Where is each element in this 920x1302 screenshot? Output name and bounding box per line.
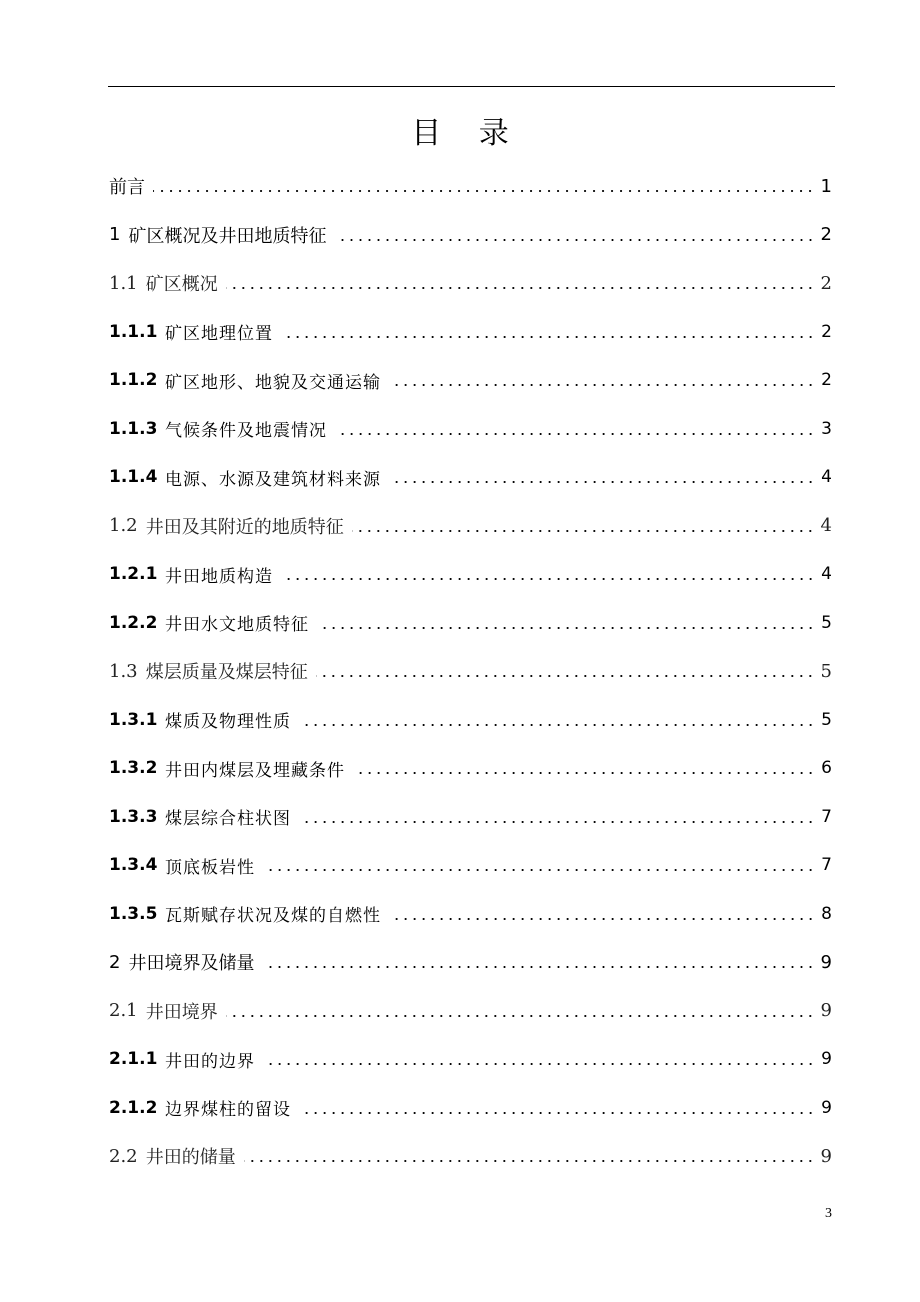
toc-entry[interactable] — [109, 744, 832, 793]
toc-entry-title: 井田内煤层及埋藏条件 — [165, 760, 346, 781]
toc-dot-leader — [281, 578, 815, 580]
toc-entry[interactable] — [109, 987, 832, 1036]
toc-dot-leader — [316, 675, 815, 677]
toc-dot-leader — [299, 724, 815, 726]
toc-dot-leader — [353, 772, 815, 774]
toc-entry[interactable] — [109, 211, 832, 260]
toc-dot-leader — [389, 918, 815, 920]
toc-entry-page: 6 — [821, 758, 832, 779]
toc-entry-number: 1.2.2 — [109, 612, 158, 633]
toc-dot-leader — [299, 821, 815, 823]
toc-entry-title: 井田地质构造 — [165, 566, 274, 587]
toc-entry-title: 煤层质量及煤层特征 — [145, 662, 308, 684]
page-title: 目 录 — [411, 116, 523, 151]
toc-dot-leader — [226, 287, 815, 289]
toc-entry-page: 4 — [821, 467, 832, 488]
toc-entry[interactable] — [109, 841, 832, 890]
toc-entry[interactable] — [109, 599, 832, 648]
toc-dot-leader — [263, 966, 815, 968]
toc-entry-page: 2 — [821, 321, 832, 342]
toc-entry-number: 1.3.5 — [109, 903, 158, 924]
toc-dot-leader — [226, 1015, 815, 1017]
toc-dot-leader — [299, 1112, 815, 1114]
toc-entry-title: 矿区地理位置 — [165, 324, 274, 345]
toc-entry-number: 1.3.4 — [109, 855, 158, 876]
page-number: 3 — [825, 1206, 832, 1221]
toc-entry-number: 1 — [109, 224, 121, 246]
toc-dot-leader — [263, 869, 815, 871]
toc-dot-leader — [335, 239, 815, 241]
toc-entry-page: 7 — [821, 806, 832, 827]
toc-entry-title: 矿区概况及井田地质特征 — [128, 225, 327, 247]
toc-entry-page: 4 — [821, 564, 832, 585]
toc-entry[interactable] — [109, 1084, 832, 1133]
toc-dot-leader — [263, 1063, 815, 1065]
toc-entry-page: 9 — [821, 1097, 832, 1118]
toc-entry[interactable] — [109, 890, 832, 939]
toc-entry-page: 1 — [820, 175, 832, 197]
toc-dot-leader — [335, 433, 815, 435]
toc-entry-title: 井田的储量 — [145, 1147, 236, 1169]
toc-entry-title: 井田境界及储量 — [128, 953, 255, 975]
toc-dot-leader — [317, 627, 815, 629]
toc-entry-number: 2.2 — [109, 1145, 138, 1167]
toc-entry[interactable] — [109, 502, 832, 551]
toc-entry[interactable] — [109, 1132, 832, 1181]
toc-entry-page: 2 — [821, 370, 832, 391]
toc-entry-page: 5 — [821, 709, 832, 730]
toc-entry[interactable] — [109, 647, 832, 696]
toc-entry-number: 1.2.1 — [109, 564, 158, 585]
toc-entry[interactable] — [109, 793, 832, 842]
toc-entry-page: 9 — [820, 1145, 832, 1167]
toc-entry[interactable] — [109, 356, 832, 405]
toc-entry-title: 电源、水源及建筑材料来源 — [165, 469, 382, 490]
toc-entry-number: 2.1.2 — [109, 1097, 158, 1118]
toc-entry-title: 前言 — [109, 177, 145, 199]
toc-entry-page: 5 — [821, 612, 832, 633]
toc-entry-page: 9 — [820, 1000, 832, 1022]
toc-entry-number: 2.1 — [109, 1000, 138, 1022]
toc-dot-leader — [244, 1160, 815, 1162]
toc-entry-number: 1.1.1 — [109, 321, 158, 342]
toc-list — [109, 162, 832, 1181]
toc-entry-title: 顶底板岩性 — [165, 857, 256, 878]
toc-entry-number: 1.3 — [109, 660, 138, 682]
toc-entry-number: 1.1.2 — [109, 370, 158, 391]
toc-entry[interactable] — [109, 308, 832, 357]
toc-entry-number: 1.3.2 — [109, 758, 158, 779]
toc-entry-title: 煤层综合柱状图 — [165, 809, 292, 830]
toc-dot-leader — [281, 336, 815, 338]
toc-entry[interactable] — [109, 162, 832, 211]
toc-entry-title: 矿区地形、地貌及交通运输 — [165, 372, 382, 393]
toc-entry-page: 9 — [820, 951, 832, 973]
toc-entry-page: 7 — [821, 855, 832, 876]
toc-entry-page: 5 — [820, 660, 832, 682]
toc-entry-page: 4 — [820, 515, 832, 537]
toc-entry[interactable] — [109, 696, 832, 745]
toc-entry-title: 井田水文地质特征 — [165, 615, 310, 636]
toc-entry-number: 1.1.4 — [109, 467, 158, 488]
toc-entry[interactable] — [109, 259, 832, 308]
toc-entry-number: 1.3.3 — [109, 806, 158, 827]
toc-entry[interactable] — [109, 405, 832, 454]
toc-entry-title: 煤质及物理性质 — [165, 712, 292, 733]
toc-dot-leader — [389, 481, 815, 483]
toc-dot-leader — [352, 530, 815, 532]
toc-entry-number: 1.1 — [109, 272, 138, 294]
toc-dot-leader — [389, 384, 815, 386]
toc-entry-number: 1.1.3 — [109, 418, 158, 439]
header-rule — [108, 86, 835, 87]
toc-entry[interactable] — [109, 453, 832, 502]
toc-entry-title: 气候条件及地震情况 — [165, 421, 328, 442]
toc-entry-number: 2 — [109, 951, 121, 973]
toc-entry[interactable] — [109, 550, 832, 599]
toc-entry-title: 井田境界 — [145, 1001, 218, 1023]
toc-entry-page: 9 — [821, 1049, 832, 1070]
toc-entry-number: 1.2 — [109, 515, 138, 537]
toc-entry-number: 1.3.1 — [109, 709, 158, 730]
toc-entry-number: 2.1.1 — [109, 1049, 158, 1070]
toc-entry-page: 2 — [820, 224, 832, 246]
toc-entry-page: 2 — [820, 272, 832, 294]
toc-entry-title: 瓦斯赋存状况及煤的自燃性 — [165, 906, 382, 927]
toc-entry-title: 井田的边界 — [165, 1051, 256, 1072]
toc-entry[interactable] — [109, 1035, 832, 1084]
toc-entry[interactable] — [109, 938, 832, 987]
toc-entry-title: 井田及其附近的地质特征 — [145, 516, 344, 538]
toc-entry-title: 边界煤柱的留设 — [165, 1100, 292, 1121]
toc-entry-page: 3 — [821, 418, 832, 439]
toc-entry-page: 8 — [821, 903, 832, 924]
toc-dot-leader — [153, 190, 815, 192]
toc-entry-title: 矿区概况 — [145, 274, 218, 296]
